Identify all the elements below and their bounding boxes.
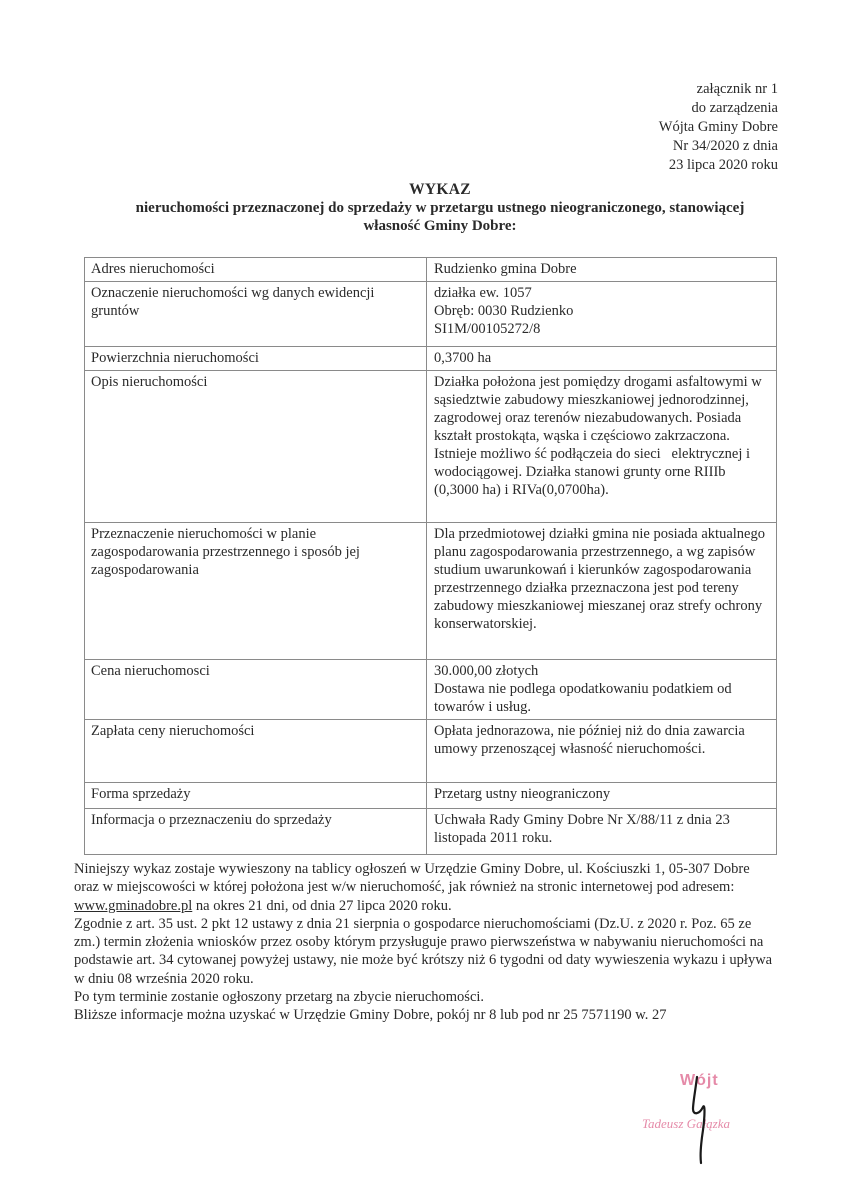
attachment-line: 23 lipca 2020 roku [668,157,778,173]
attachment-line: załącznik nr 1 [696,81,778,97]
handwritten-signature-icon [685,1075,715,1165]
notice-text [74,860,774,1025]
notice-paragraph-legal: Zgodnie z art. 35 ust. 2 pkt 12 ustawy z dnia 21 sierpnia o gospodarce nieruchomościami (Dz.U. z 2020 r. Poz. 65 ze zm.) termin złożenia wniosków przez osoby którym przysługuje prawo pierwszeństwa w nabywaniu nieruchomości na podstawie art. 34 cytowanej powyżej ustawy, nie może być krótszy niż 6 tygodni od daty wywieszenia wykazu i upływa w dniu 08 września 2020 roku. [74,915,773,987]
row-value: 30.000,00 złotych Dostawa nie podlega opodatkowaniu podatkiem od towarów i usług. [427,660,777,720]
row-value: 0,3700 ha [427,347,777,371]
row-label: Cena nieruchomosci [85,660,427,720]
attachment-line: Wójta Gminy Dobre [658,119,778,135]
attachment-line: do zarządzenia [691,100,778,116]
row-label: Przeznaczenie nieruchomości w planie zagospodarowania przestrzennego i sposób jej zagospodarowania [85,523,427,660]
table-row-description [85,371,777,523]
notice-paragraph-posting: Niniejszy wykaz zostaje wywieszony na tablicy ogłoszeń w Urzędzie Gminy Dobre, ul. Kościuszki 1, 05-307 Dobre oraz w miejscowości w której położona jest w/w nieruchomość, jak również na stronic internetowej pod adresem: www.gminadobre.pl na okres 21 dni, od dnia 27 lipca 2020 roku. [74,861,750,914]
table-row-area [85,347,777,371]
signature-role: Wójt [680,1072,719,1089]
notice-paragraph-contact: Bliższe informacje można uzyskać w Urzędzie Gminy Dobre, pokój nr 8 lub pod nr 25 7571190 w. 27 [74,1007,667,1024]
row-value: Działka położona jest pomiędzy drogami asfaltowymi w sąsiedztwie zabudowy mieszkaniowej jednorodzinnej, zagrodowej oraz terenów niezabudowanych. Posiada kształt prostokąta, wąska i częściowo zakrzaczona. Istnieje możliwo ść podłączeia do sieci elektrycznej i wodociągowej. Działka stanowi grunty orne RIIIb (0,3000 ha) i RIVa(0,0700ha). [427,371,777,523]
signature-name: Tadeusz Gałązka [642,1116,731,1131]
attachment-line: Nr 34/2020 z dnia [672,138,778,154]
document-title: WYKAZ [409,181,471,198]
row-label: Oznaczenie nieruchomości wg danych ewidencji gruntów [85,282,427,347]
table-row-price [85,660,777,720]
row-value: Uchwała Rady Gminy Dobre Nr X/88/11 z dnia 23 listopada 2011 roku. [427,809,777,855]
notice-paragraph-auction: Po tym terminie zostanie ogłoszony przetarg na zbycie nieruchomości. [74,989,485,1006]
table-row-payment [85,720,777,783]
document-title-block [100,181,780,235]
row-value: działka ew. 1057 Obręb: 0030 Rudzienko SI1M/00105272/8 [427,282,777,347]
row-value: Rudzienko gmina Dobre [427,258,777,282]
document-subtitle-line-1: nieruchomości przeznaczonej do sprzedaży w przetargu ustnego nieograniczonego, stanowiącej [135,200,745,216]
table-row-zoning [85,523,777,660]
row-value: Opłata jednorazowa, nie później niż do dnia zawarcia umowy przenoszącej własność nieruchomości. [427,720,777,783]
table-row-designation [85,282,777,347]
signature-stamp [640,1060,800,1170]
row-value: Dla przedmiotowej działki gmina nie posiada aktualnego planu zagospodarowania przestrzennego, a wg zapisów studium uwarunkowań i kierunków zagospodarowania przestrzennego działka przeznaczona jest pod tereny zabudowy mieszkaniowej mieszanej oraz strefy ochrony konserwatorskiej. [427,523,777,660]
attachment-note [659,80,778,175]
property-table [84,257,777,855]
row-label: Informacja o przeznaczeniu do sprzedaży [85,809,427,855]
row-label: Zapłata ceny nieruchomości [85,720,427,783]
document-subtitle-line-2: własność Gminy Dobre: [363,218,517,234]
row-label: Adres nieruchomości [85,258,427,282]
row-label: Forma sprzedaży [85,783,427,809]
table-row-sale-form [85,783,777,809]
website-link[interactable]: www.gminadobre.pl [74,897,193,914]
row-label: Powierzchnia nieruchomości [85,347,427,371]
row-label: Opis nieruchomości [85,371,427,523]
row-value: Przetarg ustny nieograniczony [427,783,777,809]
table-row-address [85,258,777,282]
table-row-sale-info [85,809,777,855]
